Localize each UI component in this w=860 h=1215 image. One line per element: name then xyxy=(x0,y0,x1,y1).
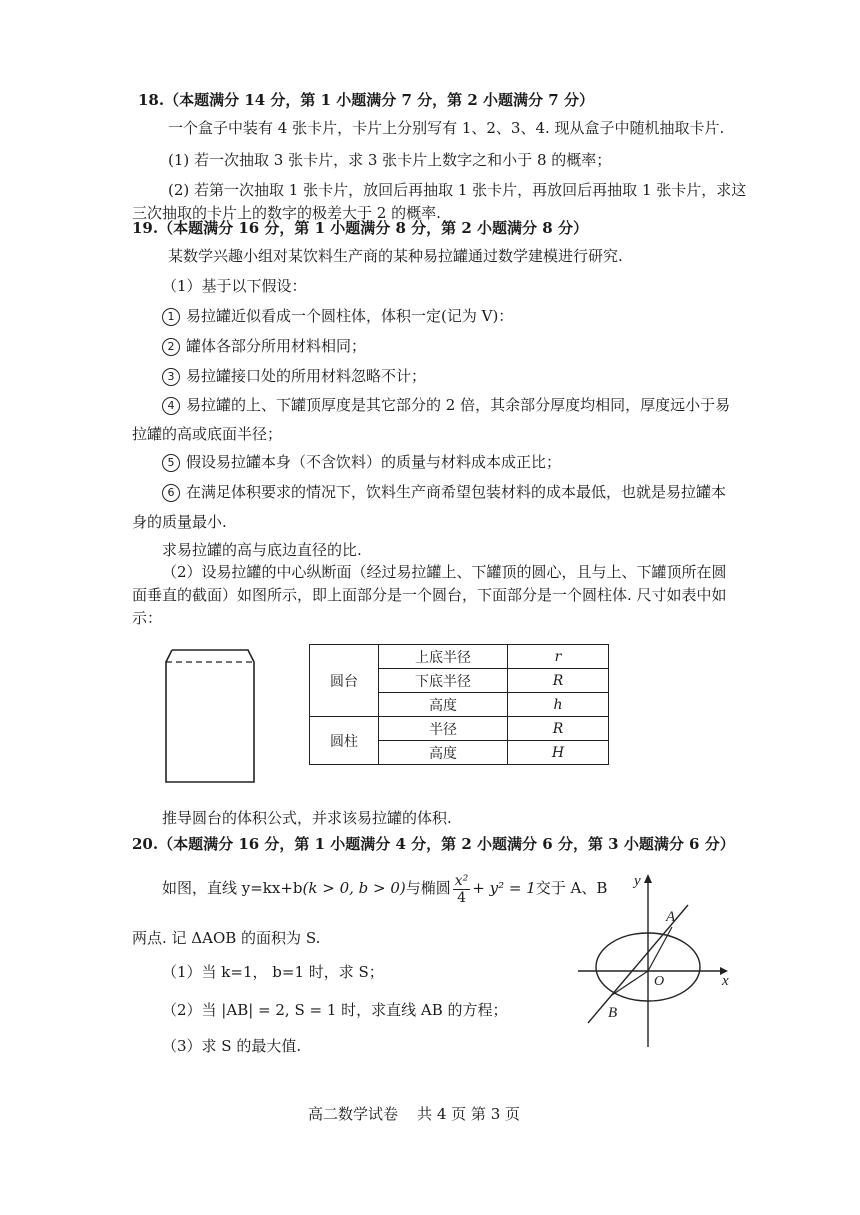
q20-condition: (k > 0, b > 0) xyxy=(302,879,406,897)
fraction xyxy=(453,873,471,906)
dim-name: 下底半径 xyxy=(379,669,508,693)
q19-part2-line3: 示： xyxy=(132,609,163,627)
can-cross-section-figure xyxy=(160,640,260,790)
assumption-6 xyxy=(162,482,726,502)
table-row xyxy=(310,645,609,669)
page-footer: 高二数学试卷 共 4 页 第 3 页 xyxy=(308,1105,521,1123)
y-axis-arrow xyxy=(644,874,652,883)
q18-header: 18.（本题满分 14 分，第 1 小题满分 7 分，第 2 小题满分 7 分） xyxy=(138,91,594,109)
circled-number: 5 xyxy=(162,454,180,472)
fraction-numerator: x² xyxy=(454,872,469,889)
q18-part2-line1: (2) 若第一次抽取 1 张卡片，放回后再抽取 1 张卡片，再放回后再抽取 1 张卡片，求这 xyxy=(168,181,747,199)
circled-number: 6 xyxy=(162,484,180,502)
frustum-label: 圆台 xyxy=(310,645,379,717)
dim-value: R xyxy=(508,717,609,741)
assumption-text: 罐体各部分所用材料相同； xyxy=(186,337,367,355)
q18-part1: (1) 若一次抽取 3 张卡片，求 3 张卡片上数字之和小于 8 的概率； xyxy=(168,151,612,169)
assumption-5 xyxy=(162,452,561,472)
fraction-denominator: 4 xyxy=(457,889,466,906)
dim-name: 高度 xyxy=(379,693,508,717)
q19-part2-line1: （2）设易拉罐的中心纵断面（经过易拉罐上、下罐顶的圆心，且与上、下罐顶所在圆 xyxy=(162,563,727,581)
assumption-text: 易拉罐的上、下罐顶厚度是其它部分的 2 倍，其余部分厚度均相同，厚度远小于易 xyxy=(186,396,731,414)
point-a-label: A xyxy=(666,909,676,925)
x-axis-label: x xyxy=(722,973,729,989)
q20-line1 xyxy=(162,870,607,906)
origin-label: O xyxy=(654,974,665,989)
dim-value: R xyxy=(508,669,609,693)
dim-value: h xyxy=(508,693,609,717)
can-outline xyxy=(166,650,254,782)
assumption-3 xyxy=(162,366,426,386)
dim-value: H xyxy=(508,741,609,765)
assumption-6-cont: 身的质量最小. xyxy=(132,513,227,531)
assumption-4 xyxy=(162,395,730,415)
cylinder-label: 圆柱 xyxy=(310,717,379,765)
dim-name: 高度 xyxy=(379,741,508,765)
q20-part1: （1）当 k=1， b=1 时，求 S； xyxy=(162,963,384,981)
dim-name: 上底半径 xyxy=(379,645,508,669)
q19-ask1: 求易拉罐的高与底边直径的比. xyxy=(162,541,362,559)
y-axis-label: y xyxy=(634,873,641,889)
q20-with-ellipse: 与椭圆 xyxy=(405,879,451,897)
q18-part2-line2: 三次抽取的卡片上的数字的极差大于 2 的概率. xyxy=(132,204,441,222)
q20-line2: 两点. 记 ΔAOB 的面积为 S. xyxy=(132,929,321,947)
q20-intersect: 交于 A、B xyxy=(535,879,608,897)
table-row xyxy=(310,717,609,741)
q19-ask2: 推导圆台的体积公式，并求该易拉罐的体积. xyxy=(162,809,452,827)
q20-part2: （2）当 |AB| = 2, S = 1 时，求直线 AB 的方程； xyxy=(162,1001,508,1019)
q18-intro: 一个盒子中装有 4 张卡片，卡片上分别写有 1、2、3、4. 现从盒子中随机抽取卡片. xyxy=(168,119,725,137)
assumption-2 xyxy=(162,336,366,356)
dim-name: 半径 xyxy=(379,717,508,741)
circled-number: 3 xyxy=(162,368,180,386)
assumption-text: 在满足体积要求的情况下，饮料生产商希望包装材料的成本最低，也就是易拉罐本 xyxy=(186,483,727,501)
ellipse-figure xyxy=(570,865,740,1050)
dimension-table xyxy=(309,644,609,765)
circled-number: 2 xyxy=(162,338,180,356)
dim-value: r xyxy=(508,645,609,669)
assumption-1 xyxy=(162,306,513,326)
assumption-text: 假设易拉罐本身（不含饮料）的质量与材料成本成正比； xyxy=(186,453,562,471)
assumption-text: 易拉罐近似看成一个圆柱体，体积一定(记为 V)： xyxy=(186,307,514,325)
assumption-text: 易拉罐接口处的所用材料忽略不计； xyxy=(186,367,427,385)
segment-ob xyxy=(612,971,648,995)
assumption-4-cont: 拉罐的高或底面半径； xyxy=(132,425,283,443)
q19-intro: 某数学兴趣小组对某饮料生产商的某种易拉罐通过数学建模进行研究. xyxy=(168,247,623,265)
q19-part1-lead: （1）基于以下假设： xyxy=(162,277,307,295)
q20-line-eq: 如图，直线 y=kx+b xyxy=(162,879,303,897)
q19-header: 19.（本题满分 16 分，第 1 小题满分 8 分，第 2 小题满分 8 分） xyxy=(132,219,588,237)
q20-header: 20.（本题满分 16 分，第 1 小题满分 4 分，第 2 小题满分 6 分，第 3 小题满分 6 分） xyxy=(132,835,735,853)
point-b-label: B xyxy=(608,1005,618,1021)
q19-part2-line2: 面垂直的截面）如图所示，即上面部分是一个圆台，下面部分是一个圆柱体. 尺寸如表中如 xyxy=(132,586,727,604)
q20-ellipse-eq: + y² = 1 xyxy=(472,879,536,897)
circled-number: 4 xyxy=(162,397,180,415)
circled-number: 1 xyxy=(162,308,180,326)
q20-part3: （3）求 S 的最大值. xyxy=(162,1037,302,1055)
